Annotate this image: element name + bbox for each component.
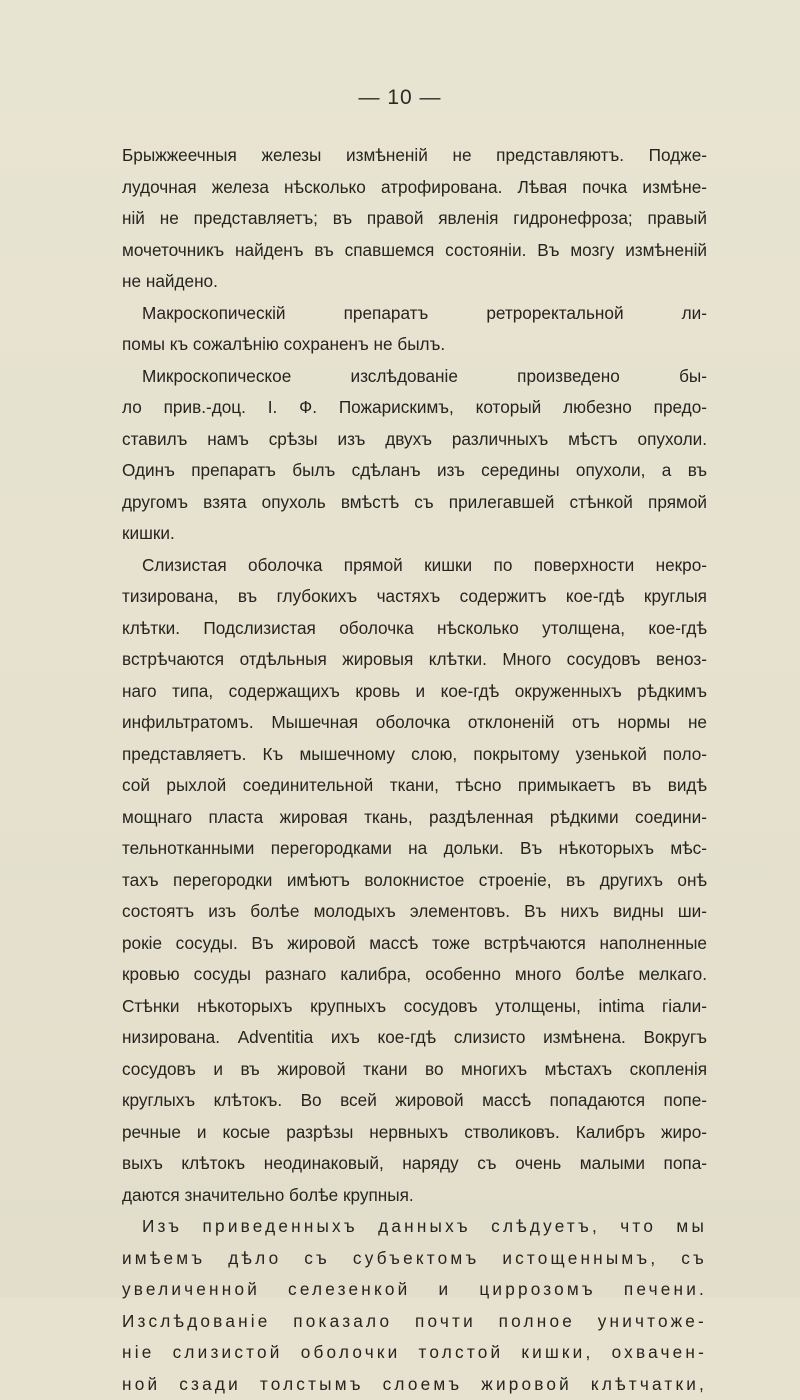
text-line: встрѣчаются отдѣльныя жировыя клѣтки. Много сосудовъ веноз- [122, 644, 707, 676]
text-line-spaced: Изслѣдованіе показало почти полное уничтоже- [122, 1306, 707, 1338]
text-line: Микроскопическое изслѣдованіе произведено бы- [122, 361, 707, 393]
text-line: представляетъ. Къ мышечному слою, покрытому узенькой поло- [122, 739, 707, 771]
text-line: кровью сосуды разнаго калибра, особенно много болѣе мелкаго. [122, 959, 707, 991]
text-line: выхъ клѣтокъ неодинаковый, наряду съ очень малыми попа- [122, 1148, 707, 1180]
text-line: круглыхъ клѣтокъ. Во всей жировой массѣ попадаются попе- [122, 1085, 707, 1117]
text-line: наго типа, содержащихъ кровь и кое-гдѣ окруженныхъ рѣдкимъ [122, 676, 707, 708]
text-line: тахъ перегородки имѣютъ волокнистое строеніе, въ другихъ онѣ [122, 865, 707, 897]
text-line: ло прив.-доц. І. Ф. Пожарискимъ, который любезно предо- [122, 392, 707, 424]
text-line: речные и косые разрѣзы нервныхъ стволиковъ. Калибръ жиро- [122, 1117, 707, 1149]
text-line-spaced: Изъ приведенныхъ данныхъ слѣдуетъ, что мы [122, 1211, 707, 1243]
text-line: тизирована, въ глубокихъ частяхъ содержитъ кое-гдѣ круглыя [122, 581, 707, 613]
text-line: клѣтки. Подслизистая оболочка нѣсколько утолщена, кое-гдѣ [122, 613, 707, 645]
text-line: мочеточникъ найденъ въ спавшемся состояніи. Въ мозгу измѣненій [122, 235, 707, 267]
text-line: мощнаго пласта жировая ткань, раздѣленная рѣдкими соедини- [122, 802, 707, 834]
text-line: ній не представляетъ; въ правой явленія гидронефроза; правый [122, 203, 707, 235]
text-line: ставилъ намъ срѣзы изъ двухъ различныхъ мѣстъ опухоли. [122, 424, 707, 456]
text-line: инфильтратомъ. Мышечная оболочка отклоненій отъ нормы не [122, 707, 707, 739]
text-line: кишки. [122, 518, 707, 550]
text-line: не найдено. [122, 266, 707, 298]
text-line: тельнотканными перегородками на дольки. Въ нѣкоторыхъ мѣс- [122, 833, 707, 865]
text-line-spaced: имѣемъ дѣло съ субъектомъ истощеннымъ, съ [122, 1243, 707, 1275]
text-line: Одинъ препаратъ былъ сдѣланъ изъ середины опухоли, а въ [122, 455, 707, 487]
body-text [122, 140, 707, 1400]
text-line: Макроскопическій препаратъ ретроректальной ли- [122, 298, 707, 330]
page-number: — 10 — [0, 86, 800, 110]
text-line-spaced: увеличенной селезенкой и циррозомъ печени. [122, 1274, 707, 1306]
text-line: рокіе сосуды. Въ жировой массѣ тоже встрѣчаются наполненные [122, 928, 707, 960]
text-line: Стѣнки нѣкоторыхъ крупныхъ сосудовъ утолщены, intima гіали- [122, 991, 707, 1023]
text-line: Слизистая оболочка прямой кишки по поверхности некро- [122, 550, 707, 582]
text-line: лудочная железа нѣсколько атрофирована. Лѣвая почка измѣне- [122, 172, 707, 204]
text-line: состоятъ изъ болѣе молодыхъ элементовъ. Въ нихъ видны ши- [122, 896, 707, 928]
text-line: другомъ взята опухоль вмѣстѣ съ прилегавшей стѣнкой прямой [122, 487, 707, 519]
text-line-spaced: ніе слизистой оболочки толстой кишки, охвачен- [122, 1337, 707, 1369]
text-line: низирована. Adventitia ихъ кое-гдѣ слизисто измѣнена. Вокругъ [122, 1022, 707, 1054]
text-line: сосудовъ и въ жировой ткани во многихъ мѣстахъ скопленія [122, 1054, 707, 1086]
text-line-spaced: ной сзади толстымъ слоемъ жировой клѣтчатки, [122, 1369, 707, 1400]
text-line: помы къ сожалѣнію сохраненъ не былъ. [122, 329, 707, 361]
text-line: даются значительно болѣе крупныя. [122, 1180, 707, 1212]
text-line: сой рыхлой соединительной ткани, тѣсно примыкаетъ въ видѣ [122, 770, 707, 802]
text-line: Брыжжеечныя железы измѣненій не представляютъ. Подже- [122, 140, 707, 172]
